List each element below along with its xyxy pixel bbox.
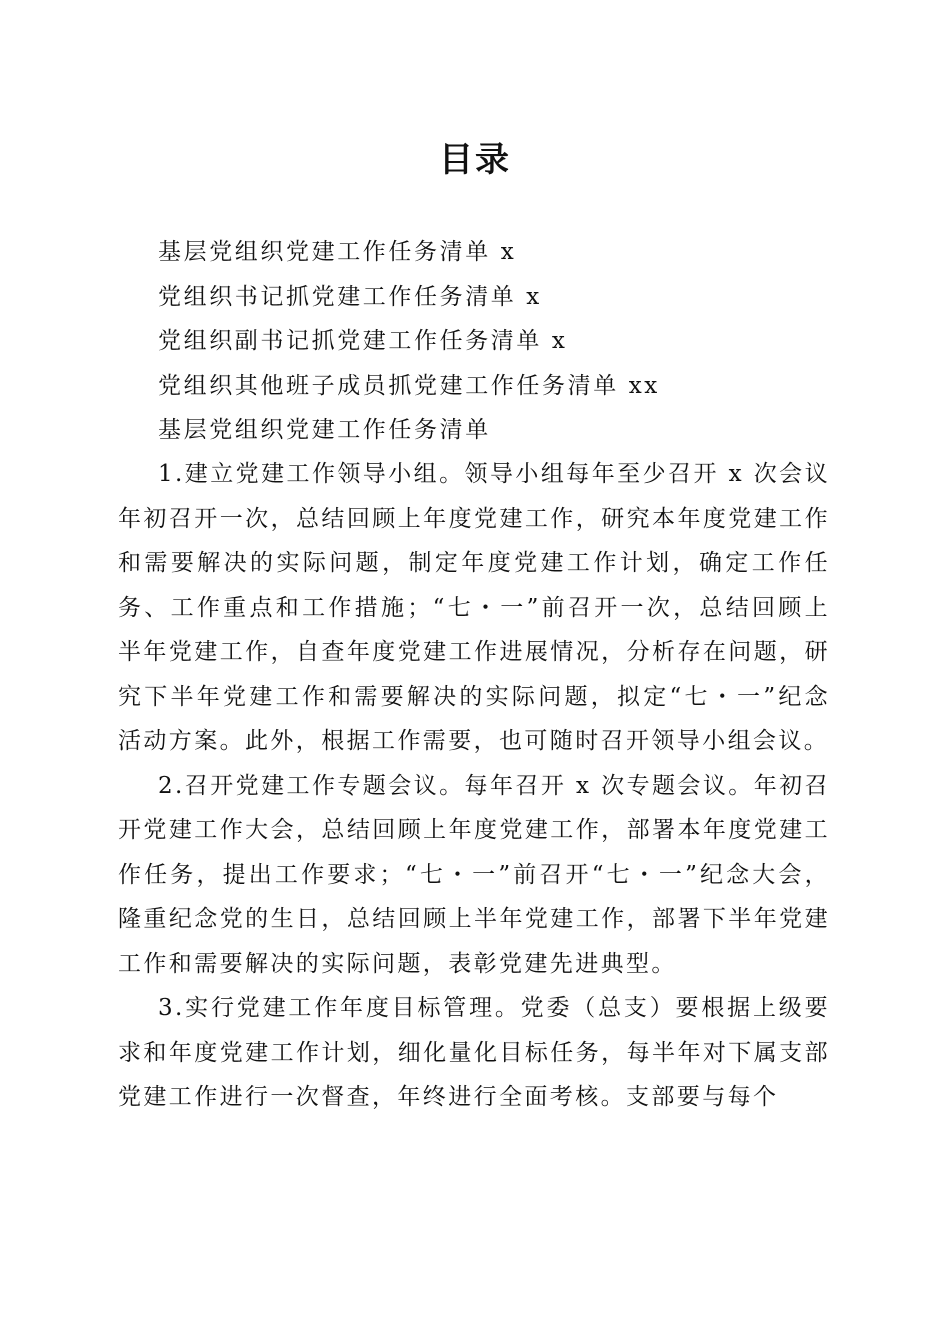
body-text (118, 452, 830, 1120)
paragraph: 1.建立党建工作领导小组。领导小组每年至少召开 x 次会议年初召开一次，总结回顾上年度党建工作，研究本年度党建工作和需要解决的实际问题，制定年度党建工作计划，确定工作任务、工作重点和工作措施；“七・一”前召开一次，总结回顾上半年党建工作，自查年度党建工作进展情况，分析存在问题，研究下半年党建工作和需要解决的实际问题，拟定“七・一”纪念活动方案。此外，根据工作需要，也可随时召开领导小组会议。 (118, 461, 830, 754)
toc-item: 基层党组织党建工作任务清单 (158, 417, 491, 443)
page-title: 目录 (439, 140, 511, 180)
toc-item: 党组织书记抓党建工作任务清单 x (158, 283, 542, 310)
table-of-contents (158, 230, 838, 453)
paragraph: 3.实行党建工作年度目标管理。党委（总支）要根据上级要求和年度党建工作计划，细化量化目标任务，每半年对下属支部党建工作进行一次督查，年终进行全面考核。支部要与每个 (118, 995, 830, 1110)
paragraph: 2.召开党建工作专题会议。每年召开 x 次专题会议。年初召开党建工作大会，总结回顾上年度党建工作，部署本年度党建工作任务，提出工作要求；“七・一”前召开“七・一”纪念大会，隆重纪念党的生日，总结回顾上半年党建工作，部署下半年党建工作和需要解决的实际问题，表彰党建先进典型。 (118, 772, 830, 977)
toc-item: 党组织副书记抓党建工作任务清单 x (158, 328, 568, 354)
toc-item: 党组织其他班子成员抓党建工作任务清单 xx (158, 372, 660, 399)
toc-item: 基层党组织党建工作任务清单 x (158, 239, 517, 265)
